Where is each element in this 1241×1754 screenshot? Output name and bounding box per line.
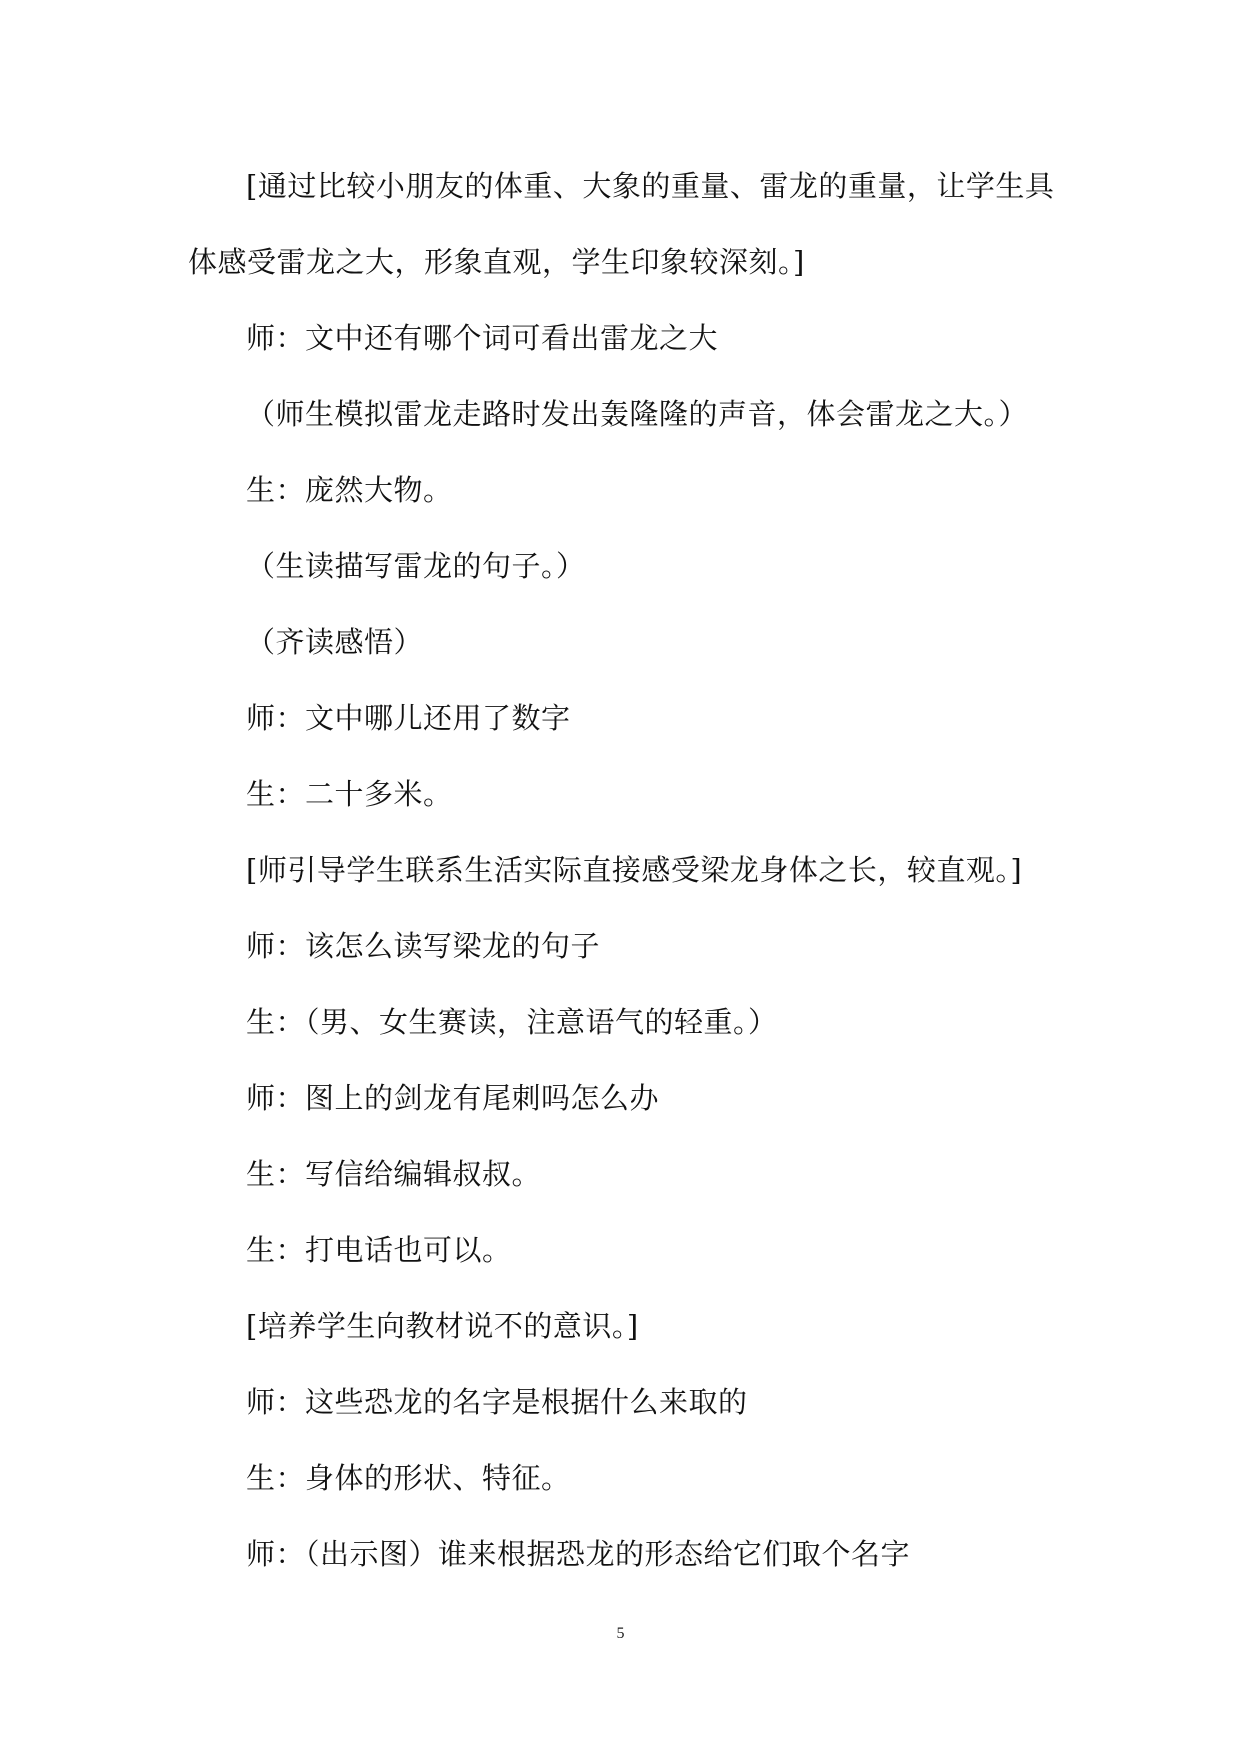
paragraph-10: 师：该怎么读写梁龙的句子 xyxy=(246,929,601,963)
paragraph-9: [师引导学生联系生活实际直接感受梁龙身体之长，较直观。] xyxy=(246,853,1023,887)
paragraph-16: 师：这些恐龙的名字是根据什么来取的 xyxy=(246,1385,748,1419)
document-body xyxy=(188,148,1058,1592)
paragraph-11: 生：（男、女生赛读，注意语气的轻重。） xyxy=(246,1005,778,1039)
paragraph-18: 师：（出示图）谁来根据恐龙的形态给它们取个名字 xyxy=(246,1537,911,1571)
paragraph-14: 生：打电话也可以。 xyxy=(246,1233,512,1267)
paragraph-2: 师：文中还有哪个词可看出雷龙之大 xyxy=(246,321,719,355)
paragraph-15: [培养学生向教材说不的意识。] xyxy=(246,1309,639,1343)
page-number: 5 xyxy=(616,1625,625,1642)
paragraph-7: 师：文中哪儿还用了数字 xyxy=(246,701,571,735)
paragraph-8: 生：二十多米。 xyxy=(246,777,453,811)
paragraph-5: （生读描写雷龙的句子。） xyxy=(246,549,586,583)
paragraph-6: （齐读感悟） xyxy=(246,625,424,659)
paragraph-4: 生：庞然大物。 xyxy=(246,473,453,507)
paragraph-3: （师生模拟雷龙走路时发出轰隆隆的声音，体会雷龙之大。） xyxy=(246,397,1029,431)
paragraph-13: 生：写信给编辑叔叔。 xyxy=(246,1157,542,1191)
paragraph-17: 生：身体的形状、特征。 xyxy=(246,1461,571,1495)
paragraph-12: 师：图上的剑龙有尾刺吗怎么办 xyxy=(246,1081,660,1115)
paragraph-1: [通过比较小朋友的体重、大象的重量、雷龙的重量，让学生具体感受雷龙之大，形象直观，学生印象较深刻。] xyxy=(188,169,1055,279)
